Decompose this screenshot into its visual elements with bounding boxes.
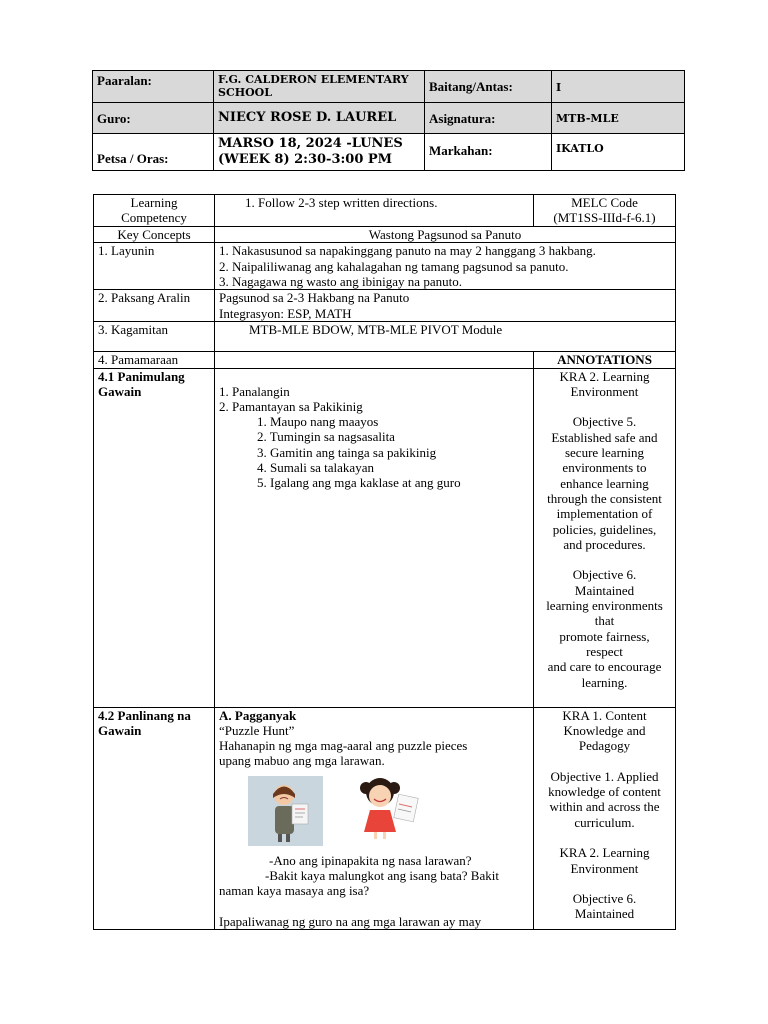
competency-text: [215, 195, 534, 227]
panimula-item: 1. Panalangin: [219, 383, 290, 399]
annotation-line: secure learning: [564, 445, 645, 461]
annotation-line: KRA 1. Content: [562, 707, 647, 723]
annotation-line: promote fairness,: [559, 628, 650, 644]
puzzle-desc: upang mabuo ang mga larawan.: [219, 753, 385, 769]
panlinang-label-line: Gawain: [98, 722, 142, 738]
puzzle-title: “Puzzle Hunt”: [219, 722, 295, 738]
explain-line: Ipapaliwanag ng guro na ang mga larawan ay may: [219, 913, 482, 929]
annotation-line: Pedagogy: [578, 738, 631, 754]
pamantayan-item: 3. Gamitin ang tainga sa pakikinig: [257, 444, 437, 460]
grade-label: Baitang/Antas:: [425, 71, 552, 103]
annotation-line: KRA 2. Learning: [559, 845, 650, 861]
annotation-line: Maintained: [574, 906, 635, 922]
annotation-line: and care to encourage: [547, 659, 662, 675]
layunin-label: 1. Layunin: [94, 243, 215, 290]
annotation-line: through the consistent: [547, 490, 662, 506]
annotation-line: Objective 1. Applied: [550, 768, 659, 784]
paksa-text: [215, 290, 676, 322]
key-concepts-label: Key Concepts: [94, 227, 215, 243]
annotations-header: ANNOTATIONS: [534, 352, 676, 368]
annotation-line: learning environments: [546, 598, 663, 614]
melc-cell: [534, 195, 676, 227]
pamamaraan-label: 4. Pamamaraan: [94, 352, 215, 368]
subject-value: MTB-MLE: [552, 103, 685, 134]
annotation-line: [538, 876, 671, 891]
annotation-line: within and across the: [549, 799, 660, 815]
question-2: -Bakit kaya malungkot ang isang bata? Bakit: [265, 868, 499, 884]
happy-child-image: [350, 774, 428, 842]
annotation-line: Environment: [570, 860, 639, 876]
competency-label: Learning Competency: [94, 195, 215, 227]
pictures-row: [219, 769, 529, 853]
sad-child-image: [248, 776, 323, 846]
paksa-line: Pagsunod sa 2-3 Hakbang na Panuto: [219, 290, 410, 306]
date-line-1: MARSO 18, 2024 -LUNES: [218, 136, 403, 151]
subject-label: Asignatura:: [425, 103, 552, 134]
annotation-line: KRA 2. Learning: [559, 368, 650, 384]
annotations-1: [534, 368, 676, 707]
pamantayan-item: 1. Maupo nang maayos: [257, 414, 379, 430]
annotation-line: [538, 753, 671, 768]
panimula-label-line: Gawain: [98, 383, 142, 399]
kagamitan-text: [215, 322, 676, 352]
panimula-content: [215, 368, 534, 707]
kagamitan-label: 3. Kagamitan: [94, 322, 215, 352]
annotation-line: knowledge of content: [548, 784, 661, 800]
question-2-cont: naman kaya masaya ang isa?: [219, 883, 370, 899]
date-label: Petsa / Oras:: [93, 134, 214, 171]
annotation-line: enhance learning: [560, 475, 649, 491]
annotation-line: Objective 5.: [572, 414, 637, 430]
panlinang-label-line: 4.2 Panlinang na: [98, 707, 191, 723]
annotation-line: Knowledge and: [563, 722, 646, 738]
annotation-line: policies, guidelines,: [552, 521, 657, 537]
paksa-label: 2. Paksang Aralin: [94, 290, 215, 322]
layunin-list: [215, 243, 676, 290]
quarter-label: Markahan:: [425, 134, 552, 171]
pamantayan-item: 2. Tumingin sa nagsasalita: [257, 429, 395, 445]
paksa-line: Integrasyon: ESP, MATH: [219, 305, 352, 321]
grade-value: I: [552, 71, 685, 103]
question-1: -Ano ang ipinapakita ng nasa larawan?: [269, 852, 472, 868]
annotation-line: that: [594, 613, 615, 629]
panimula-label: [94, 368, 215, 707]
teacher-label: Guro:: [93, 103, 214, 134]
competency-item: 1. Follow 2-3 step written directions.: [245, 195, 438, 210]
panimula-item: 2. Pamantayan sa Pakikinig: [219, 398, 363, 414]
annotation-line: Environment: [570, 383, 639, 399]
annotation-line: respect: [586, 643, 623, 659]
annotation-line: implementation of: [556, 506, 653, 522]
date-line-2: (WEEK 8) 2:30-3:00 PM: [218, 152, 393, 167]
pagganyak-title: A. Pagganyak: [219, 707, 297, 723]
layunin-item: 1. Nakasusunod sa napakinggang panuto na may 2 hanggang 3 hakbang.: [219, 243, 596, 259]
kagamitan-value: MTB-MLE BDOW, MTB-MLE PIVOT Module: [249, 322, 503, 338]
layunin-item: 2. Naipaliliwanag ang kahalagahan ng tamang pagsunod sa panuto.: [219, 258, 569, 274]
quarter-value: IKATLO: [552, 134, 685, 171]
panlinang-label: [94, 707, 215, 929]
annotation-line: environments to: [562, 460, 647, 476]
annotation-line: [538, 552, 671, 567]
annotation-line: learning.: [581, 674, 628, 690]
lesson-info-table: [92, 70, 685, 171]
pamantayan-item: 4. Sumali sa talakayan: [257, 460, 374, 476]
annotation-line: Established safe and: [551, 429, 658, 445]
panimula-label-line: 4.1 Panimulang: [98, 368, 185, 384]
date-value: [214, 134, 425, 171]
puzzle-desc: Hahanapin ng mga mag-aaral ang puzzle pieces: [219, 738, 468, 754]
layunin-item: 3. Nagagawa ng wasto ang ibinigay na panuto.: [219, 273, 462, 289]
annotation-line: curriculum.: [574, 814, 635, 830]
key-concepts-text: Wastong Pagsunod sa Panuto: [215, 227, 676, 243]
lesson-plan-table: [93, 194, 676, 930]
annotation-line: Objective 6.: [572, 891, 637, 907]
school-label: Paaralan:: [93, 71, 214, 103]
school-value: F.G. CALDERON ELEMENTARY SCHOOL: [214, 71, 425, 103]
annotation-line: [538, 399, 671, 414]
annotation-line: Maintained: [574, 582, 635, 598]
melc-code: (MT1SS-IIId-f-6.1): [553, 210, 656, 226]
annotation-line: Objective 6.: [572, 567, 637, 583]
pamamaraan-empty: [215, 352, 534, 368]
annotations-2: [534, 707, 676, 929]
pamantayan-item: 5. Igalang ang mga kaklase at ang guro: [257, 475, 461, 491]
melc-label: MELC Code: [571, 195, 638, 210]
annotation-line: and procedures.: [563, 536, 646, 552]
annotation-line: [538, 830, 671, 845]
panlinang-content: [215, 707, 534, 929]
teacher-value: NIECY ROSE D. LAUREL: [214, 103, 425, 134]
